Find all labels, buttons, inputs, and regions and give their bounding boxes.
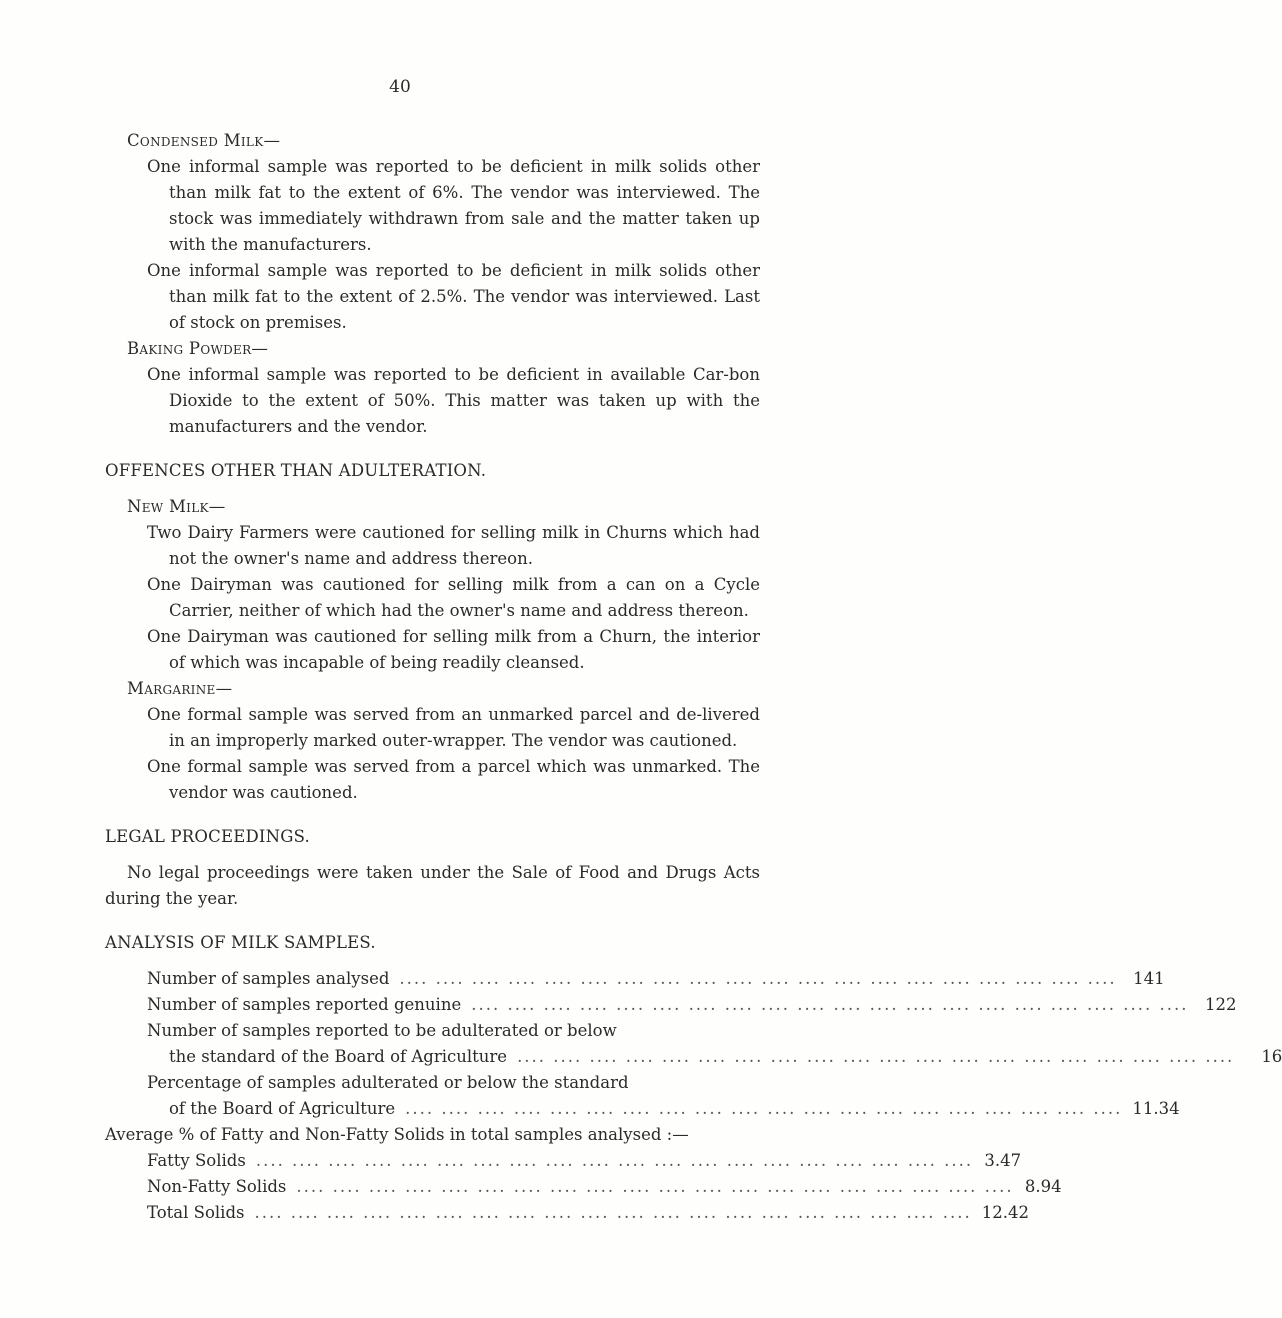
leader-dots: .... .... .... .... .... .... .... .... .... .... .... .... .... .... .... .... .... .... .... .... xyxy=(399,969,1117,988)
row-samples-adulterated xyxy=(169,1044,1282,1070)
legal-heading: LEGAL PROCEEDINGS. xyxy=(105,827,310,846)
row-value: 11.34 xyxy=(1132,1099,1180,1118)
condensed-milk-heading: Condensed Milk— xyxy=(127,131,281,150)
row-label: Number of samples reported genuine xyxy=(147,995,462,1014)
new-milk-heading: New Milk— xyxy=(127,497,226,516)
leader-dots: .... .... .... .... .... .... .... .... .... .... .... .... .... .... .... .... .... .... .... .... xyxy=(255,1151,974,1170)
page-number: 40 xyxy=(389,77,411,97)
row-samples-genuine xyxy=(147,992,1237,1018)
row-fatty-solids xyxy=(147,1148,1022,1174)
row-percentage-adulterated xyxy=(169,1096,1180,1122)
average-line: Average % of Fatty and Non-Fatty Solids in total samples analysed :— xyxy=(105,1125,689,1144)
leader-dots: .... .... .... .... .... .... .... .... .... .... .... .... .... .... .... .... .... .... .... .... xyxy=(254,1203,972,1222)
baking-powder-heading: Baking Powder— xyxy=(127,339,269,358)
new-milk-item-1: Two Dairy Farmers were cautioned for selling milk in Churns which had not the owner's name and address thereon. xyxy=(147,523,760,568)
row-value: 141 xyxy=(1133,969,1165,988)
leader-dots: .... .... .... .... .... .... .... .... .... .... .... .... .... .... .... .... .... .... .... .... xyxy=(471,995,1189,1014)
offences-heading: OFFENCES OTHER THAN ADULTERATION. xyxy=(105,461,487,480)
leader-dots: .... .... .... .... .... .... .... .... .... .... .... .... .... .... .... .... .... .... .... .... xyxy=(296,1177,1014,1196)
row-samples-analysed xyxy=(147,966,1165,992)
row-label: of the Board of Agriculture xyxy=(169,1099,396,1118)
row-adulterated-line1: Number of samples reported to be adulterated or below xyxy=(147,1021,617,1040)
row-value: 3.47 xyxy=(984,1151,1022,1170)
baking-powder-item-1: One informal sample was reported to be deficient in available Car-bon Dioxide to the extent of 50%. This matter was taken up with the manufacturers and the vendor. xyxy=(147,365,760,436)
row-label: Non-Fatty Solids xyxy=(147,1177,287,1196)
row-label: Total Solids xyxy=(147,1203,245,1222)
row-label: Fatty Solids xyxy=(147,1151,246,1170)
page-content xyxy=(0,128,1282,1226)
row-percentage-line1: Percentage of samples adulterated or below the standard xyxy=(147,1073,629,1092)
row-value: 16 xyxy=(1261,1047,1282,1066)
margarine-item-2: One formal sample was served from a parcel which was unmarked. The vendor was cautioned. xyxy=(147,757,760,802)
margarine-heading: Margarine— xyxy=(127,679,233,698)
row-total-solids xyxy=(147,1200,1029,1226)
row-value: 12.42 xyxy=(981,1203,1029,1222)
leader-dots: .... .... .... .... .... .... .... .... .... .... .... .... .... .... .... .... .... .... .... .... xyxy=(405,1099,1123,1118)
new-milk-item-3: One Dairyman was cautioned for selling milk from a Churn, the interior of which was incapable of being readily cleansed. xyxy=(147,627,760,672)
row-label: Number of samples analysed xyxy=(147,969,390,988)
analysis-heading: ANALYSIS OF MILK SAMPLES. xyxy=(105,933,376,952)
new-milk-item-2: One Dairyman was cautioned for selling milk from a can on a Cycle Carrier, neither of which had the owner's name and address thereon. xyxy=(147,575,760,620)
row-label: the standard of the Board of Agriculture xyxy=(169,1047,508,1066)
margarine-item-1: One formal sample was served from an unmarked parcel and de-livered in an improperly marked outer-wrapper. The vendor was cautioned. xyxy=(147,705,760,750)
condensed-milk-item-1: One informal sample was reported to be deficient in milk solids other than milk fat to the extent of 6%. The vendor was interviewed. The stock was immediately withdrawn from sale and the matter taken up with the manufacturers. xyxy=(147,157,760,254)
row-value: 122 xyxy=(1204,995,1237,1014)
condensed-milk-item-2: One informal sample was reported to be deficient in milk solids other than milk fat to the extent of 2.5%. The vendor was interviewed. Last of stock on premises. xyxy=(147,261,760,332)
leader-dots: .... .... .... .... .... .... .... .... .... .... .... .... .... .... .... .... .... .... .... .... xyxy=(517,1047,1235,1066)
legal-text: No legal proceedings were taken under the Sale of Food and Drugs Acts during the year. xyxy=(105,863,760,908)
row-value: 8.94 xyxy=(1024,1177,1062,1196)
row-non-fatty-solids xyxy=(147,1174,1062,1200)
